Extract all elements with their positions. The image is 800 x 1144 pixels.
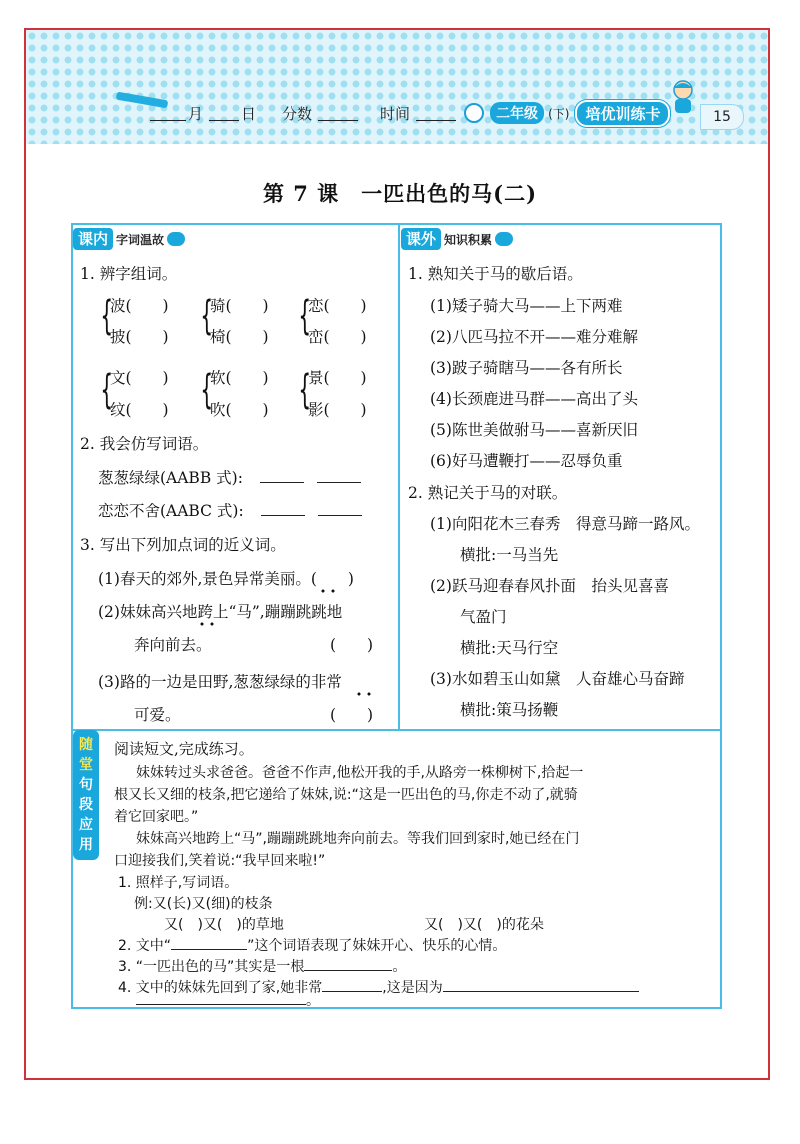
- reading-q4-end: 。: [306, 993, 320, 1009]
- tab-char: 随: [79, 737, 93, 753]
- reading-q4-cont: [136, 990, 320, 1010]
- idiom-item: (2)八匹马拉不开——难分难解: [430, 328, 638, 346]
- reading-q2-post: ”这个词语表现了妹妹开心、快乐的心情。: [247, 938, 507, 954]
- reading-q2: [118, 935, 506, 955]
- reading-q4-pre: 4. 文中的妹妹先回到了家,她非常: [118, 980, 323, 996]
- answer-blank[interactable]: [318, 501, 362, 516]
- reading-q3-pre: 3. “一匹出色的马”其实是一根: [118, 959, 305, 975]
- idiom-item: (3)跛子骑瞎马——各有所长: [430, 359, 623, 377]
- couplet-line: 横批:策马扬鞭: [460, 701, 559, 719]
- term-label: (下): [548, 106, 570, 121]
- couplet-line: 横批:天马行空: [460, 639, 559, 657]
- passage-line: 口迎接我们,笑着说:“我早回来啦!”: [114, 853, 326, 869]
- answer-blank[interactable]: [260, 468, 304, 483]
- q2-line2: [98, 499, 366, 521]
- brace-icon: {: [200, 367, 214, 413]
- char-word-field[interactable]: 峦( ): [308, 328, 367, 346]
- reading-q1-example: 例:又(长)又(细)的枝条: [134, 896, 273, 912]
- extracurricular-tab: [401, 227, 513, 251]
- char-word-field[interactable]: 吹( ): [210, 401, 269, 419]
- q3-item3-answer[interactable]: ( ): [330, 706, 374, 724]
- tab-char: 句: [79, 777, 93, 793]
- emphasis-dots: [354, 692, 374, 696]
- lesson-title: 第 7 课 一匹出色的马(二): [262, 181, 538, 206]
- page-number: 15: [700, 104, 744, 130]
- score-label: 分数: [282, 104, 313, 123]
- brace-icon: {: [298, 367, 312, 413]
- passage-line: 妹妹转过头求爸爸。爸爸不作声,他松开我的手,从路旁一株柳树下,拾起一: [136, 765, 584, 781]
- card-title-badge: 培优训练卡: [575, 100, 670, 127]
- passage-line: 妹妹高兴地跨上“马”,蹦蹦跳跳地奔向前去。等我们回到家时,她已经在门: [136, 831, 580, 847]
- couplet-line: (3)水如碧玉山如黛 人奋雄心马奋蹄: [430, 670, 685, 688]
- answer-blank[interactable]: [322, 977, 382, 992]
- left-q1-title: 1. 辨字组词。: [80, 265, 178, 283]
- q2-line2-label: 恋恋不舍(AABC 式):: [98, 502, 244, 520]
- in-class-tab: [73, 227, 185, 251]
- reading-q1-blank-b[interactable]: 又( )又( )的花朵: [424, 917, 544, 933]
- extracurricular-tab-label: 课外: [401, 228, 441, 250]
- idiom-item: (5)陈世美做驸马——喜新厌旧: [430, 421, 638, 439]
- day-field[interactable]: [209, 106, 239, 121]
- couplet-line: 气盈门: [460, 608, 507, 626]
- idiom-item: (6)好马遭鞭打——忍辱负重: [430, 452, 623, 470]
- answer-blank[interactable]: [261, 501, 305, 516]
- month-label: 月: [188, 104, 204, 123]
- couplet-line: 横批:一马当先: [460, 546, 559, 564]
- answer-blank[interactable]: [304, 956, 392, 971]
- answer-blank[interactable]: [317, 468, 361, 483]
- passage-line: 根又长又细的枝条,把它递给了妹妹,说:“这是一匹出色的马,你走不动了,就骑: [114, 787, 578, 803]
- passage-line: 着它回家吧。”: [114, 809, 199, 825]
- header-info-bar: [120, 100, 740, 126]
- q3-item3-cont: 可爱。: [134, 706, 181, 724]
- brace-icon: {: [100, 367, 114, 413]
- q3-item2-answer[interactable]: ( ): [330, 636, 374, 654]
- q3-item3: (3)路的一边是田野,葱葱绿绿的非常: [98, 673, 342, 691]
- tab-char: 应: [79, 817, 93, 833]
- left-q3-title: 3. 写出下列加点词的近义词。: [80, 536, 286, 554]
- header-dotted-band: [26, 30, 768, 144]
- char-word-field[interactable]: 披( ): [110, 328, 169, 346]
- clock-icon: [464, 103, 484, 123]
- time-field[interactable]: [416, 106, 456, 121]
- tab-char: 段: [79, 797, 93, 813]
- reading-q3: [118, 956, 406, 976]
- q3-item2: (2)妹妹高兴地跨上“马”,蹦蹦跳跳地: [98, 603, 343, 621]
- right-q1-title: 1. 熟知关于马的歇后语。: [408, 265, 583, 283]
- in-class-tab-sub: 字词温故: [116, 232, 165, 247]
- emphasis-dots: [318, 589, 338, 593]
- answer-blank[interactable]: [136, 990, 306, 1005]
- brace-icon: {: [200, 293, 214, 339]
- grade-badge: 二年级: [490, 102, 544, 124]
- reading-tab: [73, 730, 99, 860]
- q2-line1-label: 葱葱绿绿(AABB 式):: [98, 469, 243, 487]
- char-word-field[interactable]: 景( ): [308, 369, 367, 387]
- extracurricular-tab-sub: 知识积累: [444, 232, 493, 247]
- idiom-item: (4)长颈鹿进马群——高出了头: [430, 390, 638, 408]
- char-word-field[interactable]: 椅( ): [210, 328, 269, 346]
- char-word-field[interactable]: 波( ): [110, 297, 169, 315]
- couplet-line: (1)向阳花木三春秀 得意马蹄一路风。: [430, 515, 700, 533]
- reading-q4-mid: ,这是因为: [382, 980, 443, 996]
- answer-blank[interactable]: [171, 935, 247, 950]
- tab-decoration-icon: [167, 232, 185, 246]
- couplet-line: (2)跃马迎春春风扑面 抬头见喜喜: [430, 577, 669, 595]
- emphasis-dots: [197, 622, 217, 626]
- q3-item1[interactable]: (1)春天的郊外,景色异常美丽。( ): [98, 570, 354, 588]
- char-word-field[interactable]: 恋( ): [308, 297, 367, 315]
- char-word-field[interactable]: 纹( ): [110, 401, 169, 419]
- right-q2-title: 2. 熟记关于马的对联。: [408, 484, 568, 502]
- char-word-field[interactable]: 骑( ): [210, 297, 269, 315]
- day-label: 日: [241, 104, 257, 123]
- reading-q3-post: 。: [392, 959, 407, 975]
- idiom-item: (1)矮子骑大马——上下两难: [430, 297, 623, 315]
- reading-intro: 阅读短文,完成练习。: [114, 740, 254, 758]
- mascot-icon: [668, 78, 698, 116]
- q2-line1: [98, 466, 365, 488]
- tab-char: 用: [79, 837, 93, 853]
- month-field[interactable]: [150, 106, 186, 121]
- char-word-field[interactable]: 文( ): [110, 369, 169, 387]
- brace-icon: {: [100, 293, 114, 339]
- reading-q1: 1. 照样子,写词语。: [118, 875, 239, 891]
- char-word-field[interactable]: 影( ): [308, 401, 367, 419]
- q3-item2-cont: 奔向前去。: [134, 636, 212, 654]
- reading-q2-pre: 2. 文中“: [118, 938, 172, 954]
- answer-blank[interactable]: [443, 977, 639, 992]
- time-label: 时间: [380, 104, 411, 123]
- left-q2-title: 2. 我会仿写词语。: [80, 435, 209, 453]
- tab-char: 堂: [79, 757, 93, 773]
- reading-q1-blank-a[interactable]: 又( )又( )的草地: [164, 917, 284, 933]
- char-word-field[interactable]: 软( ): [210, 369, 269, 387]
- tab-decoration-icon: [495, 232, 513, 246]
- brace-icon: {: [298, 293, 312, 339]
- in-class-tab-label: 课内: [73, 228, 113, 250]
- score-field[interactable]: [318, 106, 358, 121]
